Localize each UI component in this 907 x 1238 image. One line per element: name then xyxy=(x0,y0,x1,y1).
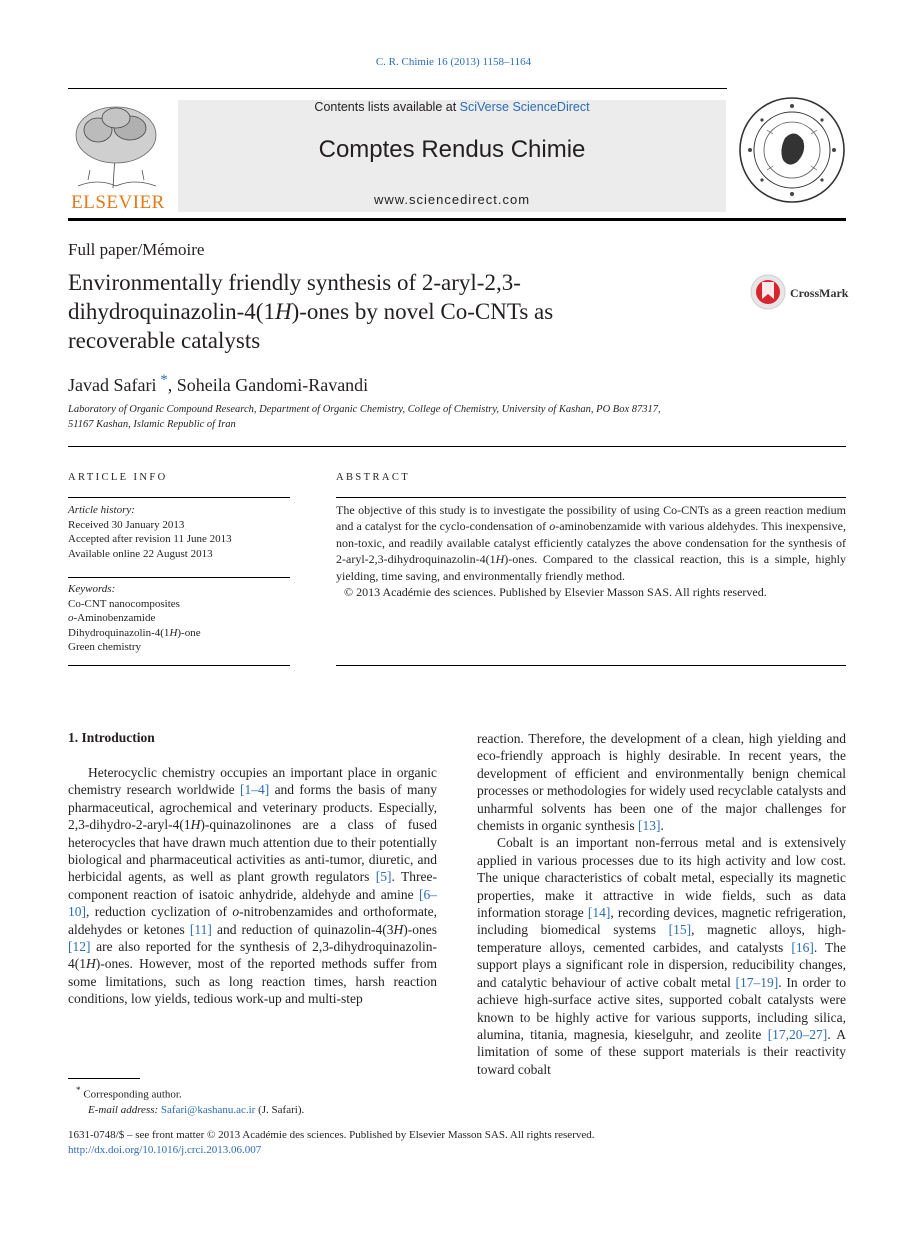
journal-homepage-link[interactable]: www.sciencedirect.com xyxy=(373,192,531,207)
keyword-1: Co-CNT nanocomposites xyxy=(68,597,180,610)
reference-link[interactable]: [17–19] xyxy=(735,974,779,990)
keyword-italic: o xyxy=(68,612,74,625)
keyword-text: -Aminobenzamide xyxy=(73,612,156,625)
keywords-label: Keywords: xyxy=(68,583,116,595)
crossmark-label[interactable]: CrossMark xyxy=(790,286,849,300)
intro-paragraph-2 xyxy=(477,834,846,1078)
front-matter-line: 1631-0748/$ – see front matter © 2013 Académie des sciences. Published by Elsevier Masson SAS. All rights reserved. xyxy=(68,1129,595,1141)
title-line-2 xyxy=(68,297,688,326)
body-span: Heterocyclic chemistry occupies an important place in organic chemistry research worldwide xyxy=(68,765,437,798)
abstract-span: -aminobenzamide with various aldehydes. This inexpensive, non-toxic, and readily available catalyst efficiently catalyzes the above condensation for the synthesis of 2-aryl-2,3-dihydroquinazolin-4(1 xyxy=(336,519,846,567)
paper-type: Full paper/Mémoire xyxy=(68,240,205,259)
footnote xyxy=(68,1083,428,1118)
reference-link[interactable]: [17,20–27] xyxy=(767,1026,828,1042)
journal-citation[interactable]: C. R. Chimie 16 (2013) 1158–1164 xyxy=(375,56,532,68)
abstract-span: )-ones. Compared to the classical reaction, this is a simple, highly yielding, time saving, and environmentally friendly method. xyxy=(336,552,846,583)
reference-link[interactable]: [13] xyxy=(638,818,661,834)
received-date: Received 30 January 2013 xyxy=(68,518,185,531)
title-line-3: recoverable catalysts xyxy=(68,328,261,353)
abstract-text xyxy=(336,502,846,600)
body-span: )-ones. However, most of the reported methods suffer from some limitations, such as long reaction times, harsh reaction conditions, low yields, tedious work-up and multi-step xyxy=(68,956,437,1007)
reference-link[interactable]: [15] xyxy=(668,922,692,938)
author-separator: , xyxy=(167,375,177,395)
title-italic: H xyxy=(274,299,292,324)
journal-title: Comptes Rendus Chimie xyxy=(318,136,586,163)
title-text: )-ones by novel Co-CNTs as xyxy=(291,299,554,324)
body-span: . The support plays a significant role in dispersion, reducibility changes, and catalytic behaviour of active cobalt metal xyxy=(477,939,846,990)
affiliation-line-1: Laboratory of Organic Compound Research, Department of Organic Chemistry, College of Chemistry, University of Kashan, PO Box 87317, xyxy=(68,404,661,415)
history-rule xyxy=(68,577,290,578)
corresponding-mark[interactable]: * xyxy=(156,372,168,388)
history-label: Article history: xyxy=(68,504,135,516)
body-span: . In order to achieve high-surface active sites, supported cobalt catalysts were known to be highly active for various supports, including silica, alumina, titania, magnesia, kieselguhr, and zeolite xyxy=(477,974,847,1042)
reference-link[interactable]: [11] xyxy=(189,921,212,937)
body-span: Cobalt is an important non-ferrous metal and is extensively applied in various processes due to its high activity and low cost. The unique characteristics of cobalt metal, especially its magnetic properties, make it attractive in wide fields, such as data information storage xyxy=(477,835,846,921)
abstract-italic: o xyxy=(549,519,556,534)
article-info-rule xyxy=(68,497,290,498)
reference-link[interactable]: [5] xyxy=(375,869,392,885)
footnote-rule xyxy=(68,1078,140,1079)
author-list xyxy=(68,372,368,396)
title-line-1: Environmentally friendly synthesis of 2-aryl-2,3- xyxy=(68,270,521,295)
reference-link[interactable]: [12] xyxy=(68,939,91,955)
online-date: Available online 22 August 2013 xyxy=(68,547,213,560)
abstract-rule xyxy=(336,497,846,498)
body-italic: H xyxy=(86,956,96,972)
keywords-block xyxy=(68,582,290,655)
footnote-email xyxy=(68,1103,428,1118)
reference-link[interactable]: [6–10] xyxy=(68,886,437,920)
body-span: and reduction of quinazolin-4(3 xyxy=(211,921,394,937)
intro-paragraph-1 xyxy=(68,764,437,1008)
section-heading-introduction: 1. Introduction xyxy=(68,730,155,745)
doi-link[interactable]: http://dx.doi.org/10.1016/j.crci.2013.06.007 xyxy=(68,1144,262,1156)
academie-seal-icon xyxy=(737,90,847,210)
abstract-body xyxy=(336,502,846,584)
body-span: )-ones xyxy=(403,921,437,937)
abstract-bottom-rule xyxy=(336,665,846,666)
email-link[interactable]: Safari@kashanu.ac.ir xyxy=(160,1103,256,1116)
body-italic: H xyxy=(393,921,404,937)
intro-paragraph-1-cont xyxy=(477,730,846,834)
email-label: E-mail address: xyxy=(88,1103,161,1116)
body-italic: o xyxy=(232,904,240,920)
affiliation-line-2: 51167 Kashan, Islamic Republic of Iran xyxy=(68,419,236,430)
article-title xyxy=(68,268,688,355)
header-bottom-rule xyxy=(68,218,846,221)
keyword-text: )-one xyxy=(177,626,201,639)
body-column-left xyxy=(68,764,437,1008)
footnote-corresponding xyxy=(68,1083,428,1103)
contents-prefix: Contents lists available at xyxy=(314,100,460,114)
abstract-italic: H xyxy=(495,552,505,567)
page-footer xyxy=(68,1128,595,1158)
article-info-label: ARTICLE INFO xyxy=(68,472,168,483)
elsevier-wordmark: ELSEVIER xyxy=(71,192,165,213)
body-span: and forms the basis of many pharmaceutical, agrochemical and veterinary products. Especially, 2,3-dihydro-2-aryl-4(1 xyxy=(68,782,437,833)
keyword-3 xyxy=(68,626,290,641)
abstract-span: The objective of this study is to investigate the possibility of using Co-CNTs as a green reaction medium and a catalyst for the cyclo-condensation of xyxy=(336,503,846,534)
keyword-text: Dihydroquinazolin-4(1 xyxy=(68,626,170,639)
body-column-right xyxy=(477,730,846,1078)
footnote-text: Corresponding author. xyxy=(83,1088,182,1101)
body-span: reaction. Therefore, the development of a clean, high yielding and eco-friendly approach is highly desirable. In recent years, the development of efficient and environmentally benign chemical processes or methodologies for widely used recyclable catalysts and unharmful solvents has been one of the major challenges for chemists in organic synthesis xyxy=(477,731,846,834)
body-span: . Three-component reaction of isatoic anhydride, aldehyde and amine xyxy=(68,869,437,902)
author-1[interactable]: Javad Safari xyxy=(68,375,157,395)
title-text: dihydroquinazolin-4(1 xyxy=(68,299,275,324)
header-top-rule xyxy=(68,88,727,89)
body-span: . A limitation of some of these support materials is their reactivity toward cobalt xyxy=(477,1026,846,1077)
body-span: . xyxy=(660,818,664,834)
keyword-4: Green chemistry xyxy=(68,641,141,654)
keyword-2 xyxy=(68,611,290,626)
author-2[interactable]: Soheila Gandomi-Ravandi xyxy=(176,375,369,395)
abstract-copyright: © 2013 Académie des sciences. Published by Elsevier Masson SAS. All rights reserved. xyxy=(344,585,767,600)
revised-date: Accepted after revision 11 June 2013 xyxy=(68,533,232,546)
keyword-italic: H xyxy=(169,626,178,639)
contents-available-line xyxy=(178,100,726,114)
reference-link[interactable]: [16] xyxy=(791,939,814,955)
article-history xyxy=(68,503,290,561)
body-span: -nitrobenzamides and orthoformate, aldehydes or ketones xyxy=(68,904,437,937)
body-span: , reduction cyclization of xyxy=(86,904,233,920)
body-span: are also reported for the synthesis of 2,3-dihydroquinazolin-4(1 xyxy=(68,939,437,972)
body-span: , magnetic alloys, high-temperature alloys, cemented carbides, and catalysts xyxy=(477,922,846,955)
sciencedirect-link[interactable]: SciVerse ScienceDirect xyxy=(459,100,590,114)
email-owner: (J. Safari). xyxy=(255,1103,305,1116)
abstract-label: ABSTRACT xyxy=(336,472,411,483)
affiliation-rule xyxy=(68,446,846,447)
reference-link[interactable]: [1–4] xyxy=(239,782,270,798)
reference-link[interactable]: [14] xyxy=(587,905,611,921)
body-italic: H xyxy=(190,817,201,833)
body-span: , recording devices, magnetic refrigeration, including biomedical systems xyxy=(477,905,846,938)
footnote-mark: * xyxy=(76,1085,81,1095)
body-span: )-quinazolinones are a class of fused heterocycles that have drawn much attention due to their potentially biological and pharmaceutical activities as anti-tumor, diuretic, and herbicidal agents, as well as plant growth regulators xyxy=(68,817,437,885)
keywords-rule xyxy=(68,665,290,666)
affiliation xyxy=(68,402,748,432)
